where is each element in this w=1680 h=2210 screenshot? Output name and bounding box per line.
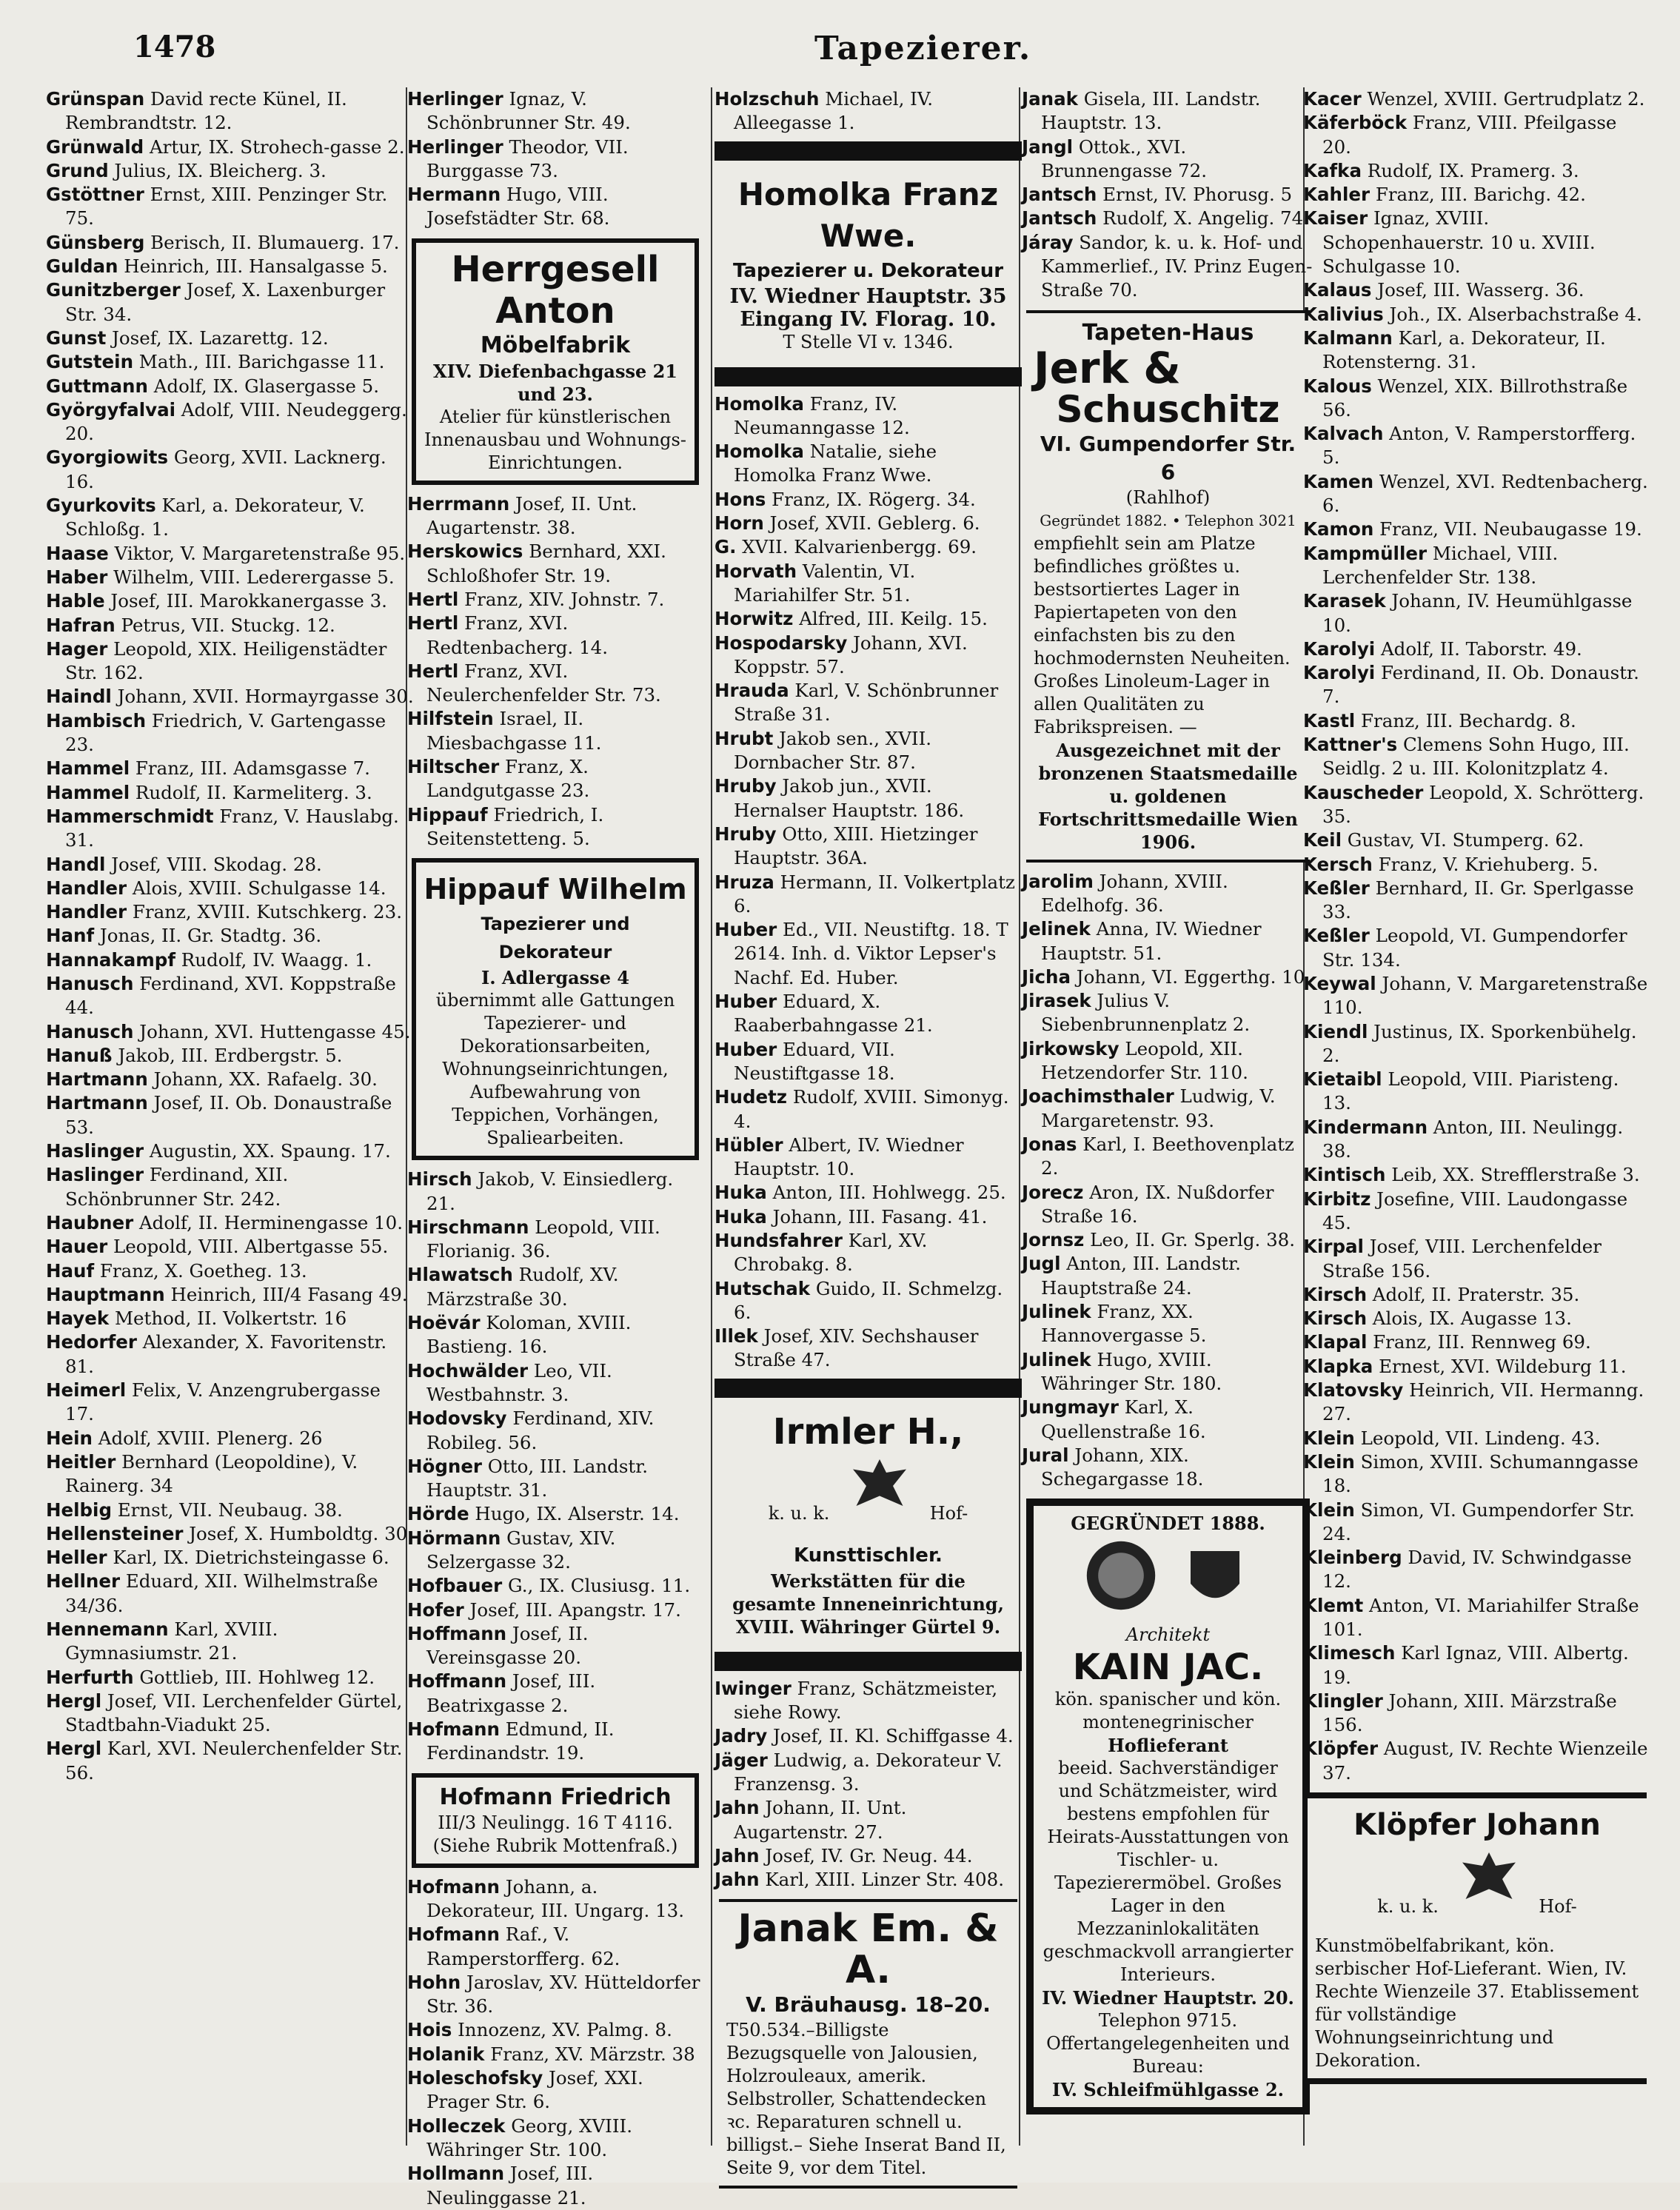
ad-kain-text-4: Offertangelegenheiten und Bureau:: [1046, 2033, 1290, 2077]
directory-entry: Heller Karl, IX. Dietrichsteingasse 6.: [46, 1547, 389, 1569]
directory-entry: Hörde Hugo, IX. Alserstr. 14.: [407, 1503, 680, 1525]
column-4: [1022, 87, 1314, 2146]
directory-entry: Hrauda Karl, V. Schönbrunner Straße 31.: [714, 680, 999, 726]
directory-entry: Huka Anton, III. Hohlwegg. 25.: [714, 1182, 1006, 1204]
ad-irmler-name: Irmler H.,: [772, 1410, 964, 1453]
directory-entry: Járay Sandor, k. u. k. Hof- und Kammerlief., IV. Prinz Eugen-Straße 70.: [1022, 231, 1313, 301]
directory-entry: Helbig Ernst, VII. Neubaug. 38.: [46, 1499, 343, 1521]
directory-entry: Haase Viktor, V. Margaretenstraße 95.: [46, 542, 406, 564]
directory-entry: Kamen Wenzel, XVI. Redtenbacherg. 6.: [1303, 470, 1648, 517]
ad-jerk-text: empfiehlt sein am Platze befindliches größtes u. bestsortiertes Lager in Papiertapeten von den einfachsten bis zu den hochmodernsten Neuheiten. Großes Linoleum-Lager in allen Qualitäten zu Fabrikspreisen. —: [1034, 532, 1291, 737]
directory-entry: Györgyfalvai Adolf, VIII. Neudeggerg. 20.: [46, 398, 407, 445]
directory-entry: Kacer Wenzel, XVIII. Gertrudplatz 2.: [1303, 88, 1645, 110]
directory-entry: Hannakampf Rudolf, IV. Waagg. 1.: [46, 948, 372, 971]
directory-entry: Iwinger Franz, Schätzmeister, siehe Rowy.: [714, 1677, 998, 1724]
directory-entry: Grund Julius, IX. Bleicherg. 3.: [46, 159, 327, 181]
directory-entry: Hörmann Gustav, XIV. Selzergasse 32.: [407, 1527, 616, 1573]
directory-entry: Hertl Franz, XIV. Johnstr. 7.: [407, 588, 665, 610]
ad-hofmann-address: III/3 Neulingg. 16: [438, 1812, 599, 1833]
directory-entry: Guttmann Adolf, IX. Glasergasse 5.: [46, 375, 380, 397]
directory-entry: Kalous Wenzel, XIX. Billrothstraße 56.: [1303, 375, 1628, 421]
directory-entry: Illek Josef, XIV. Sechshauser Straße 47.: [714, 1325, 979, 1371]
directory-entry: Hergl Karl, XVI. Neulerchenfelder Str. 56.: [46, 1738, 403, 1784]
directory-entry: Handler Franz, XVIII. Kutschkerg. 23.: [46, 901, 402, 923]
directory-entry: Hruza Hermann, II. Volkertplatz 6.: [714, 871, 1015, 917]
directory-entry: Hanusch Johann, XVI. Huttengasse 45.: [46, 1020, 411, 1042]
directory-entry: Heitler Bernhard (Leopoldine), V. Rainerg. 34: [46, 1450, 358, 1497]
ad-homolka-phone: T Stelle VI v. 1346.: [783, 331, 954, 352]
directory-entry: Kalaus Josef, III. Wasserg. 36.: [1303, 279, 1584, 301]
directory-entry: Kirsch Alois, IX. Augasse 13.: [1303, 1307, 1572, 1330]
directory-entry: Hochwälder Leo, VII. Westbahnstr. 3.: [407, 1359, 612, 1405]
directory-entry: Holeschofsky Josef, XXI. Prager Str. 6.: [407, 2067, 643, 2113]
ad-irmler: [719, 1405, 1017, 1644]
directory-entry: Herlinger Ignaz, V. Schönbrunner Str. 49.: [407, 88, 631, 134]
directory-entry: Hermann Hugo, VIII. Josefstädter Str. 68.: [407, 184, 610, 230]
directory-entry: Jelinek Anna, IV. Wiedner Hauptstr. 51.: [1022, 918, 1262, 964]
directory-entry: Kirbitz Josefine, VIII. Laudongasse 45.: [1303, 1188, 1628, 1233]
coat-of-arms-icon: [1171, 1535, 1259, 1624]
directory-entry: Hois Innozenz, XV. Palmg. 8.: [407, 2019, 672, 2041]
directory-entry: Gunst Josef, IX. Lazarettg. 12.: [46, 327, 329, 349]
directory-entry: Jorecz Aron, IX. Nußdorfer Straße 16.: [1022, 1181, 1274, 1227]
ad-hippauf: [412, 858, 699, 1160]
directory-entry: Haslinger Ferdinand, XII. Schönbrunner Str. 242.: [46, 1164, 289, 1210]
running-title: Tapezierer.: [814, 30, 1032, 67]
directory-entry: Jugl Anton, III. Landstr. Hauptstraße 24.: [1022, 1253, 1241, 1299]
ad-herrgesell-address: XIV. Diefenbachgasse 21 und 23.: [433, 360, 677, 405]
ad-kain-text-2: Hoflieferant: [1108, 1735, 1228, 1757]
ad-jerk-name-2: Schuschitz: [1056, 387, 1280, 431]
directory-entry: Herrmann Josef, II. Unt. Augartenstr. 38.: [407, 492, 637, 539]
directory-entry: Huber Eduard, VII. Neustiftgasse 18.: [714, 1038, 895, 1084]
directory-entry: Kafka Rudolf, IX. Pramerg. 3.: [1303, 159, 1579, 181]
ad-jerk: [1026, 310, 1310, 863]
ad-jerk-founded: Gegründet 1882. • Telephon 3021: [1040, 511, 1296, 529]
directory-entry: Holleczek Georg, XVIII. Währinger Str. 100.: [407, 2114, 632, 2160]
directory-entry: Hippauf Friedrich, I. Seitenstetteng. 5.: [407, 803, 604, 849]
directory-entry: Grünspan David recte Künel, II. Rembrandtstr. 12.: [46, 88, 347, 134]
directory-entry: Grünwald Artur, IX. Strohech-gasse 2.: [46, 135, 405, 158]
divider-bar: [714, 367, 1022, 386]
ad-kain-role: Architekt: [1125, 1624, 1211, 1646]
directory-entry: Kersch Franz, V. Kriehuberg. 5.: [1303, 853, 1599, 875]
directory-entry: Kauscheder Leopold, X. Schrötterg. 35.: [1303, 781, 1644, 827]
directory-entry: Jungmayr Karl, X. Quellenstraße 16.: [1022, 1396, 1206, 1442]
directory-entry: Kahler Franz, III. Barichg. 42.: [1303, 184, 1586, 206]
directory-entry: Horvath Valentin, VI. Mariahilfer Str. 51.: [714, 560, 916, 606]
directory-entry: Haubner Adolf, II. Herminengasse 10.: [46, 1211, 404, 1233]
directory-entry: Gunitzberger Josef, X. Laxenburger Str. 34.: [46, 279, 386, 325]
ad-kloepfer-hof: Hof-: [1539, 1896, 1577, 1918]
directory-entry: Horwitz Alfred, III. Keilg. 15.: [714, 608, 988, 630]
ad-kain-name: KAIN JAC.: [1072, 1647, 1264, 1689]
directory-entry: Joachimsthaler Ludwig, V. Margaretenstr. 93.: [1022, 1085, 1276, 1131]
directory-entry: Horn Josef, XVII. Geblerg. 6.: [714, 512, 980, 535]
ad-kloepfer-kuk: k. u. k.: [1377, 1896, 1439, 1918]
directory-entry: Karolyi Ferdinand, II. Ob. Donaustr. 7.: [1303, 662, 1639, 708]
page-number: 1478: [133, 30, 216, 64]
ad-kloepfer-name: Klöpfer Johann: [1353, 1808, 1601, 1843]
directory-entry: Klöpfer August, IV. Rechte Wienzeile 37.: [1303, 1738, 1648, 1784]
ad-janak-text: T50.534.–Billigste Bezugsquelle von Jalousien, Holzrouleaux, amerik. Selbstroller, Schattendecken ꝛc. Reparaturen schnell u. billigst.– Siehe Inserat Band II, Seite 9, vor dem Titel.: [726, 2020, 1006, 2179]
ad-kloepfer: [1308, 1792, 1647, 2084]
ad-irmler-title: Kunsttischler.: [794, 1544, 943, 1567]
directory-entry: Jahn Johann, II. Unt. Augartenstr. 27.: [714, 1797, 907, 1843]
directory-entry: Käferböck Franz, VIII. Pfeilgasse 20.: [1303, 112, 1617, 158]
directory-entry: Jantsch Rudolf, X. Angelig. 74.: [1022, 207, 1309, 230]
directory-entry: Jornsz Leo, II. Gr. Sperlg. 38.: [1022, 1229, 1296, 1251]
column-3: [714, 87, 1022, 2179]
ad-jerk-sub: (Rahlhof): [1125, 486, 1211, 508]
directory-entry: Kattner's Clemens Sohn Hugo, III. Seidlg. 2 u. III. Kolonitzplatz 4.: [1303, 734, 1630, 780]
directory-entry: Hofer Josef, III. Apangstr. 17.: [407, 1598, 681, 1621]
directory-entry: G. XVII. Kalvarienbergg. 69.: [714, 536, 977, 558]
directory-entry: Klapal Franz, III. Rennweg 69.: [1303, 1331, 1591, 1353]
ad-kloepfer-text: Kunstmöbelfabrikant, kön. serbischer Hof-Lieferant. Wien, IV. Rechte Wienzeile 37. Etablissement für vollständige Wohnungseinrichtung und Dekoration.: [1315, 1935, 1639, 2072]
directory-entry: Hons Franz, IX. Rögerg. 34.: [714, 488, 976, 510]
directory-entry: Haindl Johann, XVII. Hormayrgasse 30.: [46, 686, 414, 708]
directory-entry: Hanuß Jakob, III. Erdbergstr. 5.: [46, 1044, 343, 1066]
ad-hippauf-name: Hippauf Wilhelm: [424, 873, 687, 906]
ad-homolka-address: IV. Wiedner Hauptstr. 35: [729, 284, 1007, 308]
directory-entry: Jahn Karl, XIII. Linzer Str. 408.: [714, 1869, 1004, 1891]
directory-entry: Jadry Josef, II. Kl. Schiffgasse 4.: [714, 1725, 1014, 1747]
directory-entry: Karolyi Adolf, II. Taborstr. 49.: [1303, 637, 1582, 660]
directory-entry: Kintisch Leib, XX. Strefflerstraße 3.: [1303, 1164, 1640, 1186]
directory-entry: Keßler Bernhard, II. Gr. Sperlgasse 33.: [1303, 877, 1634, 923]
directory-entry: Kalivius Joh., IX. Alserbachstraße 4.: [1303, 303, 1642, 325]
directory-entry: Jirasek Julius V. Siebenbrunnenplatz 2.: [1022, 990, 1251, 1036]
directory-entry: Gstöttner Ernst, XIII. Penzinger Str. 75.: [46, 184, 388, 230]
ad-homolka-entrance: Eingang IV. Florag. 10.: [740, 307, 997, 331]
ad-kain: [1026, 1499, 1310, 2114]
directory-entry: Jicha Johann, VI. Eggerthg. 10.: [1022, 965, 1311, 988]
ad-kain-phone: Telephon 9715.: [1098, 2010, 1238, 2032]
ad-janak-address: V. Bräuhausg. 18–20.: [746, 1992, 991, 2018]
directory-entry: Kastl Franz, III. Bechardg. 8.: [1303, 709, 1576, 731]
directory-entry: Hübler Albert, IV. Wiedner Hauptstr. 10.: [714, 1134, 964, 1180]
directory-entry: Herfurth Gottlieb, III. Hohlweg 12.: [46, 1666, 375, 1688]
directory-entry: Klapka Ernest, XVI. Wildeburg 11.: [1303, 1355, 1627, 1377]
directory-entry: Kietaibl Leopold, VIII. Piaristeng. 13.: [1303, 1068, 1619, 1114]
ad-herrgesell-text: Atelier für künstlerischen Innenausbau und Wohnungs-Einrichtungen.: [424, 406, 686, 473]
directory-entry: Hospodarsky Johann, XVI. Koppstr. 57.: [714, 632, 968, 677]
ad-irmler-text: Werkstätten für die gesamte Inneneinrichtung, XVIII. Währinger Gürtel 9.: [732, 1570, 1004, 1638]
directory-entry: Kalvach Anton, V. Ramperstorfferg. 5.: [1303, 423, 1636, 469]
ad-kain-text-3: beeid. Sachverständiger und Schätzmeister, wird bestens empfohlen für Heirats-Ausstattungen von Tischler- u. Tapezierermöbel. Großes Lager in den Mezzaninlokalitäten geschmackvoll arrangierter Interieurs.: [1043, 1758, 1294, 1986]
ad-jerk-address: VI. Gumpendorfer Str. 6: [1040, 431, 1296, 484]
directory-entry: Huber Ed., VII. Neustiftg. 18. T 2614. Inh. d. Viktor Lepser's Nachf. Ed. Huber.: [714, 919, 1008, 988]
ad-hofmann-name: Hofmann Friedrich: [439, 1784, 672, 1810]
directory-entry: Hammel Rudolf, II. Karmeliterg. 3.: [46, 781, 372, 803]
directory-entry: Hrubt Jakob sen., XVII. Dornbacher Str. 87.: [714, 727, 932, 774]
directory-entry: Hudetz Rudolf, XVIII. Simonyg. 4.: [714, 1086, 1009, 1132]
directory-entry: Jangl Ottok., XVI. Brunnengasse 72.: [1022, 135, 1208, 181]
directory-entry: Högner Otto, III. Landstr. Hauptstr. 31.: [407, 1455, 649, 1501]
directory-entry: Huka Johann, III. Fasang. 41.: [714, 1205, 988, 1228]
directory-entry: Janak Gisela, III. Landstr. Hauptstr. 13.: [1022, 88, 1261, 134]
directory-entry: Hirsch Jakob, V. Einsiedlerg. 21.: [407, 1168, 674, 1214]
ad-kain-bureau: IV. Schleifmühlgasse 2.: [1051, 2079, 1285, 2101]
directory-entry: Hoffmann Josef, II. Vereinsgasse 20.: [407, 1622, 589, 1669]
divider-bar: [714, 1379, 1022, 1398]
ad-irmler-hof: Hof-: [929, 1502, 968, 1524]
ad-hofmann-phone: T 4116.: [604, 1812, 673, 1833]
directory-entry: Hofmann Edmund, II. Ferdinandstr. 19.: [407, 1718, 615, 1764]
directory-entry: Jonas Karl, I. Beethovenplatz 2.: [1022, 1133, 1294, 1179]
directory-entry: Klemt Anton, VI. Mariahilfer Straße 101.: [1303, 1594, 1639, 1640]
directory-entry: Gutstein Math., III. Barichgasse 11.: [46, 351, 385, 373]
directory-entry: Karasek Johann, IV. Heumühlgasse 10.: [1303, 590, 1633, 636]
directory-entry: Hellner Eduard, XII. Wilhelmstraße 34/36.: [46, 1570, 378, 1616]
ad-irmler-kuk: k. u. k.: [768, 1502, 830, 1524]
directory-entry: Kalmann Karl, a. Dekorateur, II. Rotensterng. 31.: [1303, 327, 1606, 373]
directory-entry: Holzschuh Michael, IV. Alleegasse 1.: [714, 88, 934, 134]
directory-entry: Hofmann Johann, a. Dekorateur, III. Ungarg. 13.: [407, 1875, 685, 1921]
directory-entry: Jäger Ludwig, a. Dekorateur V. Franzensg. 3.: [714, 1749, 1003, 1795]
directory-entry: Klingler Johann, XIII. Märzstraße 156.: [1303, 1690, 1617, 1736]
directory-entry: Julinek Franz, XX. Hannovergasse 5.: [1022, 1301, 1207, 1347]
ad-janak: [719, 1899, 1017, 2189]
column-rule: [711, 87, 712, 2146]
ad-herrgesell-name: Herrgesell Anton: [451, 248, 660, 332]
directory-entry: Hertl Franz, XVI. Neulerchenfelder Str. 73.: [407, 660, 661, 706]
directory-entry: Hayek Method, II. Volkertstr. 16: [46, 1307, 347, 1330]
column-2: [407, 87, 703, 2209]
directory-entry: Hutschak Guido, II. Schmelzg. 6.: [714, 1277, 1003, 1323]
directory-entry: Hoëvár Koloman, XVIII. Bastieng. 16.: [407, 1312, 632, 1358]
ad-kain-text-1: kön. spanischer und kön. montenegrinischer: [1054, 1689, 1282, 1733]
directory-entry: Keywal Johann, V. Margaretenstraße 110.: [1303, 972, 1648, 1019]
directory-entry: Kirpal Josef, VIII. Lerchenfelder Straße 156.: [1303, 1236, 1602, 1282]
directory-entry: Klein Leopold, VII. Lindeng. 43.: [1303, 1427, 1601, 1449]
column-5: [1303, 87, 1651, 2146]
directory-entry: Hauer Leopold, VIII. Albertgasse 55.: [46, 1236, 389, 1258]
ad-herrgesell: [412, 238, 699, 485]
directory-entry: Homolka Franz, IV. Neumanngasse 12.: [714, 392, 910, 438]
directory-entry: Hofbauer G., IX. Clusiusg. 11.: [407, 1575, 691, 1597]
directory-entry: Hedorfer Alexander, X. Favoritenstr. 81.: [46, 1331, 387, 1377]
directory-entry: Hilfstein Israel, II. Miesbachgasse 11.: [407, 708, 602, 754]
directory-entry: Hambisch Friedrich, V. Gartengasse 23.: [46, 709, 386, 756]
ad-hippauf-text: übernimmt alle Gattungen Tapezierer- und Dekorationsarbeiten, Wohnungseinrichtungen, Aufbewahrung von Teppichen, Vorhängen, Spaliearbeiten.: [435, 990, 675, 1149]
directory-entry: Hellensteiner Josef, X. Humboldtg. 30.: [46, 1522, 414, 1544]
ad-hippauf-address: I. Adlergasse 4: [481, 967, 630, 989]
directory-entry: Hein Adolf, XVIII. Plenerg. 26: [46, 1427, 323, 1449]
directory-entry: Hanusch Ferdinand, XVI. Koppstraße 44.: [46, 972, 396, 1019]
directory-entry: Hammerschmidt Franz, V. Hauslabg. 31.: [46, 805, 399, 851]
directory-entry: Klein Simon, VI. Gumpendorfer Str. 24.: [1303, 1499, 1635, 1544]
directory-entry: Hergl Josef, VII. Lerchenfelder Gürtel, Stadtbahn-Viadukt 25.: [46, 1690, 403, 1736]
directory-entry: Hable Josef, III. Marokkanergasse 3.: [46, 590, 387, 612]
directory-entry: Gyurkovits Karl, a. Dekorateur, V. Schloßg. 1.: [46, 495, 365, 540]
column-1: [46, 87, 415, 2146]
directory-entry: Hlawatsch Rudolf, XV. Märzstraße 30.: [407, 1264, 619, 1310]
directory-entry: Hanf Jonas, II. Gr. Stadtg. 36.: [46, 925, 322, 947]
directory-entry: Hohn Jaroslav, XV. Hütteldorfer Str. 36.: [407, 1971, 700, 2018]
ad-jerk-title: Tapeten-Haus: [1082, 319, 1254, 346]
directory-entry: Kampmüller Michael, VIII. Lerchenfelder Str. 138.: [1303, 542, 1559, 588]
directory-entry: Hollmann Josef, III. Neulinggasse 21.: [407, 2163, 594, 2209]
ad-hippauf-trade: Tapezierer und Dekorateur: [481, 914, 630, 963]
directory-entry: Klatovsky Heinrich, VII. Hermanng. 27.: [1303, 1379, 1644, 1425]
directory-entry: Kiendl Justinus, IX. Sporkenbühelg. 2.: [1303, 1020, 1637, 1066]
directory-entry: Jirkowsky Leopold, XII. Hetzendorfer Str. 110.: [1022, 1037, 1248, 1084]
ad-hofmann-note: (Siehe Rubrik Mottenfraß.): [432, 1835, 678, 1856]
directory-entry: Kirsch Adolf, II. Praterstr. 35.: [1303, 1283, 1580, 1305]
directory-entry: Hennemann Karl, XVIII. Gymnasiumstr. 21.: [46, 1618, 278, 1664]
page-header: [133, 30, 1636, 89]
directory-entry: Klein Simon, XVIII. Schumanngasse 18.: [1303, 1450, 1639, 1497]
directory-entry: Jahn Josef, IV. Gr. Neug. 44.: [714, 1844, 973, 1866]
directory-entry: Jural Johann, XIX. Schegargasse 18.: [1022, 1444, 1204, 1490]
ad-kain-address: IV. Wiedner Hauptstr. 20.: [1042, 1987, 1294, 2009]
divider-bar: [714, 141, 1022, 161]
ad-kain-founded: GEGRÜNDET 1888.: [1071, 1513, 1265, 1535]
directory-entry: Hiltscher Franz, X. Landgutgasse 23.: [407, 756, 590, 802]
directory-entry: Hundsfahrer Karl, XV. Chrobakg. 8.: [714, 1229, 928, 1276]
directory-entry: Jantsch Ernst, IV. Phorusg. 5: [1022, 184, 1293, 206]
directory-entry: Homolka Natalie, siehe Homolka Franz Wwe.: [714, 441, 937, 486]
directory-entry: Hafran Petrus, VII. Stuckg. 12.: [46, 614, 335, 636]
ad-homolka: [719, 168, 1017, 360]
directory-entry: Handl Josef, VIII. Skodag. 28.: [46, 853, 322, 875]
directory-entry: Günsberg Berisch, II. Blumauerg. 17.: [46, 231, 400, 253]
directory-entry: Huber Eduard, X. Raaberbahngasse 21.: [714, 991, 933, 1037]
directory-entry: Kamon Franz, VII. Neubaugasse 19.: [1303, 518, 1642, 540]
directory-entry: Hoffmann Josef, III. Beatrixgasse 2.: [407, 1670, 596, 1716]
directory-entry: Kaiser Ignaz, XVIII. Schopenhauerstr. 10 u. XVIII. Schulgasse 10.: [1303, 207, 1596, 278]
directory-entry: Herlinger Theodor, VII. Burggasse 73.: [407, 135, 629, 181]
directory-entry: Jarolim Johann, XVIII. Edelhofg. 36.: [1022, 870, 1228, 916]
ad-hofmann: [412, 1773, 699, 1868]
directory-entry: Keßler Leopold, VI. Gumpendorfer Str. 134.: [1303, 925, 1627, 971]
directory-entry: Hammel Franz, III. Adamsgasse 7.: [46, 757, 370, 780]
directory-entry: Guldan Heinrich, III. Hansalgasse 5.: [46, 255, 388, 278]
double-eagle-icon: [835, 1453, 924, 1541]
directory-entry: Haslinger Augustin, XX. Spaung. 17.: [46, 1140, 391, 1162]
directory-entry: Hodovsky Ferdinand, XIV. Robileg. 56.: [407, 1407, 655, 1453]
directory-entry: Julinek Hugo, XVIII. Währinger Str. 180.: [1022, 1348, 1222, 1394]
ad-janak-name: Janak Em. & A.: [737, 1906, 999, 1993]
divider-bar: [714, 1652, 1022, 1671]
directory-entry: Hauf Franz, X. Goetheg. 13.: [46, 1259, 307, 1282]
directory-entry: Hager Leopold, XIX. Heiligenstädter Str. 162.: [46, 637, 387, 684]
directory-entry: Haber Wilhelm, VIII. Lederergasse 5.: [46, 566, 395, 588]
directory-entry: Hartmann Josef, II. Ob. Donaustraße 53.: [46, 1092, 392, 1138]
directory-entry: Gyorgiowits Georg, XVII. Lacknerg. 16.: [46, 446, 386, 492]
directory-entry: Keil Gustav, VI. Stumperg. 62.: [1303, 829, 1584, 851]
directory-entry: Klimesch Karl Ignaz, VIII. Albertg. 19.: [1303, 1642, 1629, 1688]
directory-entry: Heimerl Felix, V. Anzengrubergasse 17.: [46, 1379, 381, 1425]
ad-jerk-award: Ausgezeichnet mit der bronzenen Staatsmedaille u. goldenen Fortschrittsmedaille Wien 1906.: [1038, 739, 1298, 853]
directory-entry: Herskowics Bernhard, XXI. Schloßhofer Str. 19.: [407, 540, 666, 586]
directory-entry: Hartmann Johann, XX. Rafaelg. 30.: [46, 1068, 378, 1091]
directory-entry: Hruby Jakob jun., XVII. Hernalser Hauptstr. 186.: [714, 775, 965, 821]
directory-entry: Handler Alois, XVIII. Schulgasse 14.: [46, 877, 386, 899]
ad-homolka-name: Homolka Franz Wwe.: [737, 175, 999, 254]
ad-herrgesell-type: Möbelfabrik: [480, 332, 631, 358]
directory-entry: Kindermann Anton, III. Neulingg. 38.: [1303, 1116, 1624, 1162]
directory-entry: Hruby Otto, XIII. Hietzinger Hauptstr. 36A.: [714, 823, 978, 869]
directory-entry: Hertl Franz, XVI. Redtenbacherg. 14.: [407, 612, 608, 658]
ad-homolka-trade: Tapezierer u. Dekorateur: [732, 259, 1004, 282]
coat-of-arms-icon: [1077, 1535, 1165, 1624]
double-eagle-icon: [1445, 1846, 1533, 1935]
directory-entry: Holanik Franz, XV. Märzstr. 38: [407, 2043, 695, 2065]
directory-entry: Hofmann Raf., V. Ramperstorfferg. 62.: [407, 1923, 620, 1969]
directory-entry: Hirschmann Leopold, VIII. Florianig. 36.: [407, 1216, 660, 1262]
ad-jerk-name-1: Jerk &: [1034, 342, 1181, 393]
directory-entry: Hauptmann Heinrich, III/4 Fasang 49.: [46, 1283, 408, 1305]
directory-entry: Kleinberg David, IV. Schwindgasse 12.: [1303, 1547, 1632, 1593]
